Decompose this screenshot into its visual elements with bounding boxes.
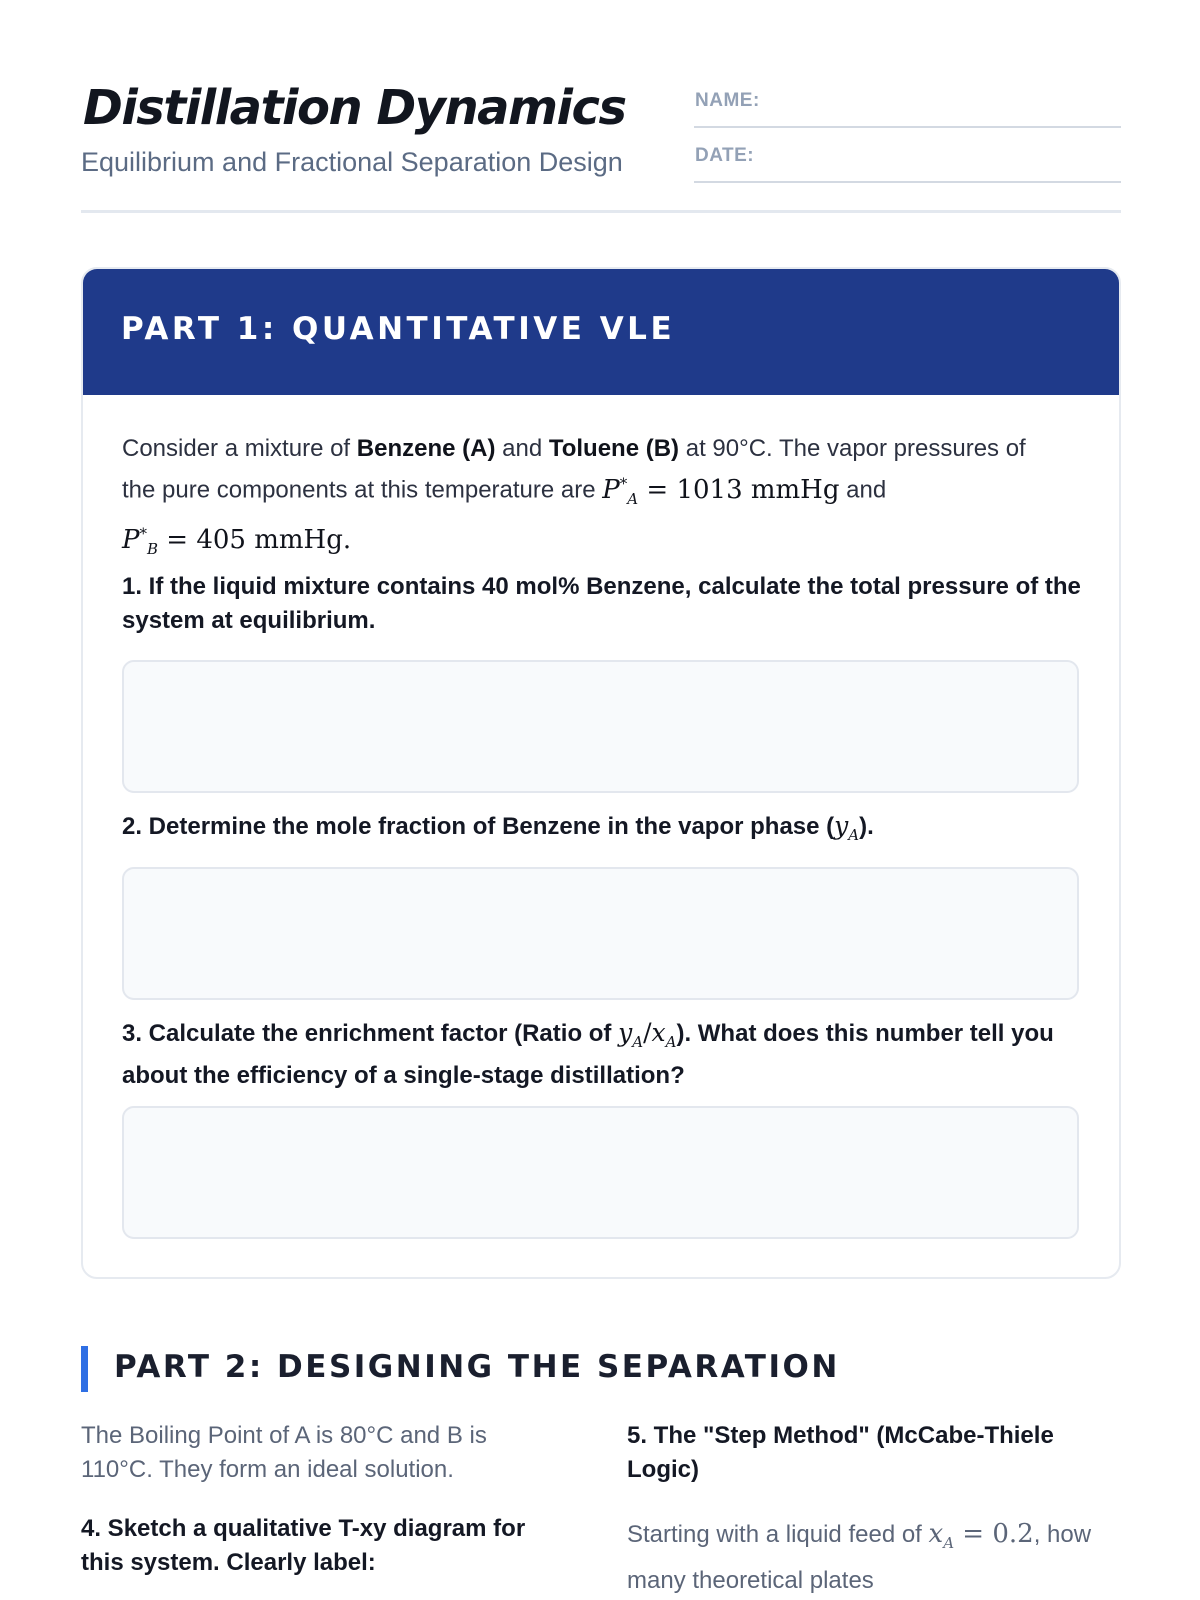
name-label: NAME: bbox=[695, 90, 760, 111]
date-field[interactable] bbox=[694, 141, 1121, 183]
question-4: 4. Sketch a qualitative T-xy diagram for this system. Clearly label: bbox=[81, 1515, 526, 1576]
pb-formula: $P^*_B = 405$ mmHg. bbox=[122, 523, 352, 558]
part2-accent-bar bbox=[81, 1346, 88, 1392]
part1-intro: Consider a mixture of Benzene (A) and Toluene (B) at 90°C. The vapor pressures of the pure components at this temperature are $P^*_A = 1013$ mmHg and $P^*_B = 405$ mmHg. bbox=[122, 435, 1026, 558]
toluene-label: Toluene (B) bbox=[548, 435, 680, 462]
part1-heading: PART 1: QUANTITATIVE VLE bbox=[121, 311, 676, 347]
pa-formula: $P^*_A = 1013$ mmHg bbox=[602, 474, 840, 508]
answer-box-2[interactable] bbox=[122, 867, 1079, 1000]
benzene-label: Benzene (A) bbox=[356, 435, 496, 462]
date-label: DATE: bbox=[695, 145, 755, 166]
part1-header bbox=[81, 267, 1121, 395]
worksheet-page bbox=[81, 0, 1121, 1600]
name-field[interactable] bbox=[694, 86, 1121, 128]
question-5-title: 5. The "Step Method" (McCabe-Thiele Logic) bbox=[627, 1422, 1054, 1483]
question-2: 2. Determine the mole fraction of Benzene in the vapor phase $(y_A)$. bbox=[122, 811, 874, 844]
part1-card bbox=[81, 267, 1121, 1279]
page-title: Distillation Dynamics bbox=[83, 80, 626, 136]
question-1: 1. If the liquid mixture contains 40 mol% Benzene, calculate the total pressure of the system at equilibrium. bbox=[122, 573, 1081, 634]
answer-box-1[interactable] bbox=[122, 660, 1079, 793]
part2-heading: PART 2: DESIGNING THE SEPARATION bbox=[114, 1349, 840, 1385]
part2-intro: The Boiling Point of A is 80°C and B is 110°C. They form an ideal solution. bbox=[81, 1422, 487, 1483]
page-subtitle: Equilibrium and Fractional Separation Design bbox=[81, 147, 623, 177]
answer-box-3[interactable] bbox=[122, 1106, 1079, 1239]
worksheet-header bbox=[81, 80, 1121, 213]
question-5-text: Starting with a liquid feed of $x_A = 0.2$, how many theoretical plates bbox=[627, 1519, 1092, 1595]
question-3: 3. Calculate the enrichment factor (Ratio of $y_A/x_A$). What does this number tell you about the efficiency of a single-stage distillation? bbox=[122, 1018, 1054, 1089]
